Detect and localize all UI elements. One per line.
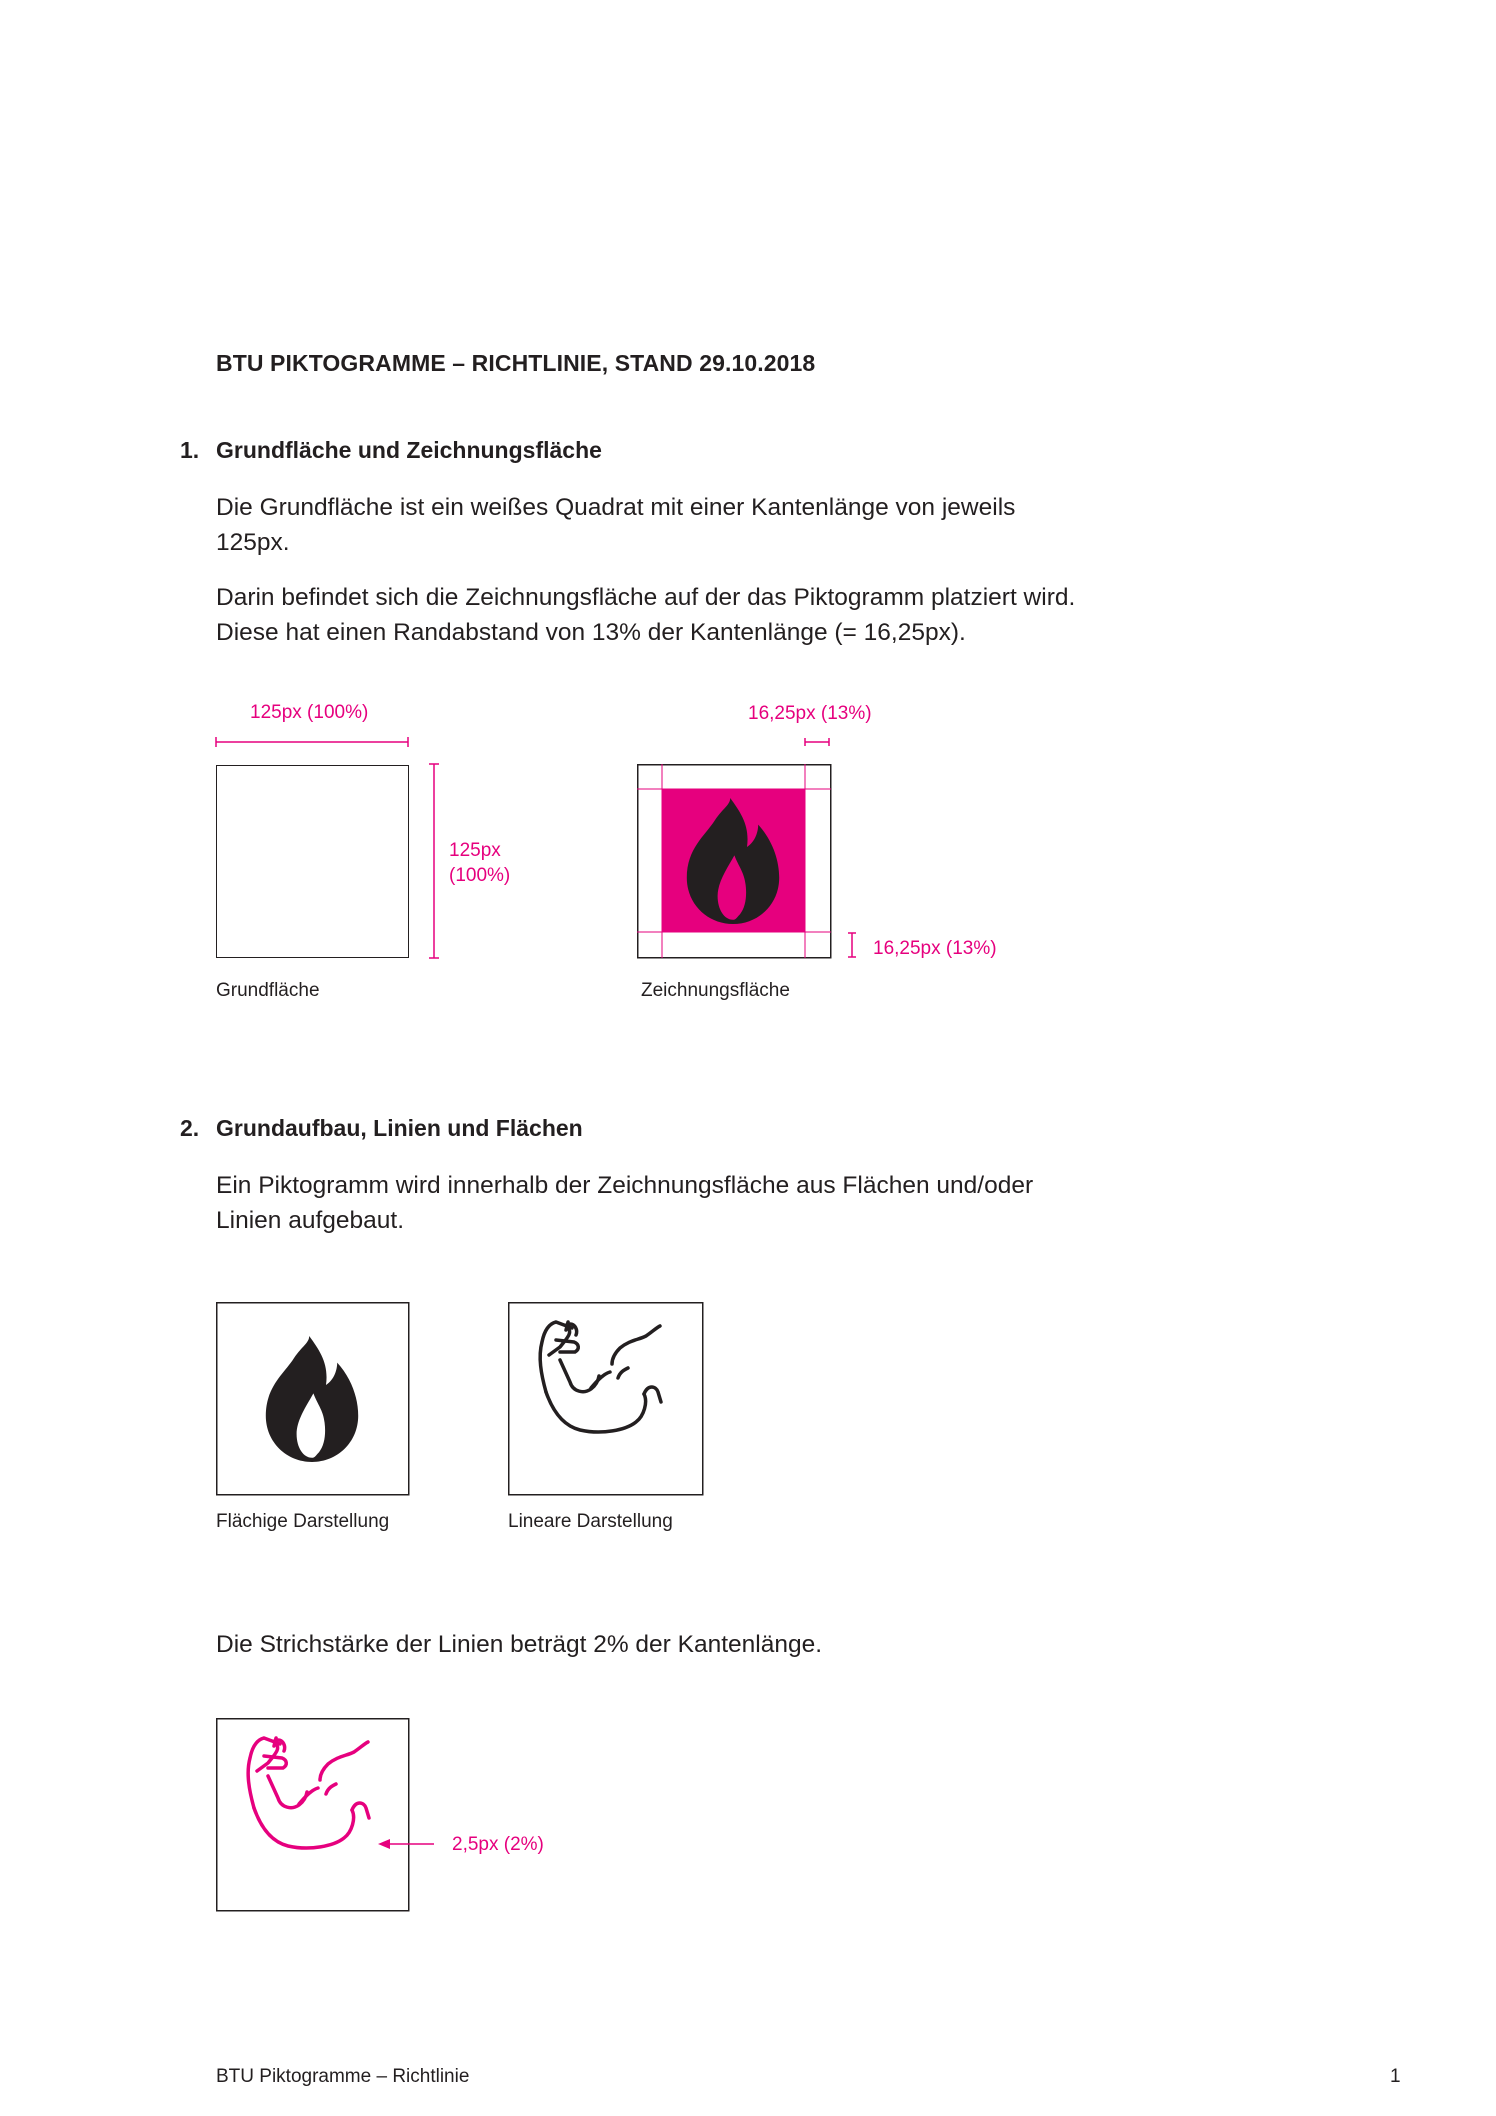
section-number: 2. xyxy=(180,1115,200,1141)
section-1-paragraph-1 xyxy=(216,490,1116,560)
dimension-label-margin-top: 16,25px (13%) xyxy=(748,703,872,724)
section-number: 1. xyxy=(180,437,200,463)
section-2-heading xyxy=(180,1115,583,1142)
dimension-label-width: 125px (100%) xyxy=(250,702,369,723)
caption-linear: Lineare Darstellung xyxy=(508,1511,673,1532)
section-1-heading xyxy=(180,437,602,464)
text-line: Darin befindet sich die Zeichnungsfläche auf der das Piktogramm platziert wird. xyxy=(216,584,1076,611)
dimension-line-width xyxy=(214,735,414,749)
stroke-width-example xyxy=(216,1718,412,1914)
base-square xyxy=(216,765,409,958)
footer-text: BTU Piktogramme – Richtlinie xyxy=(216,2066,470,2087)
section-2-paragraph-1 xyxy=(216,1168,1116,1238)
dimension-label-margin-side: 16,25px (13%) xyxy=(873,938,997,959)
dimension-line-margin-side xyxy=(845,932,859,960)
text-line: 125px. xyxy=(216,529,290,556)
stroke-width-paragraph: Die Strichstärke der Linien beträgt 2% der Kantenlänge. xyxy=(216,1631,823,1658)
dimension-line-margin-top xyxy=(804,735,834,749)
text-line: Linien aufgebaut. xyxy=(216,1207,404,1234)
section-title: Grundfläche und Zeichnungsfläche xyxy=(216,437,602,463)
section-1-paragraph-2 xyxy=(216,580,1116,650)
text-line: Diese hat einen Randabstand von 13% der Kantenlänge (= 16,25px). xyxy=(216,619,966,646)
dimension-label-height xyxy=(449,838,510,888)
linear-pictogram xyxy=(508,1302,704,1496)
text-line: Ein Piktogramm wird innerhalb der Zeichnungsfläche aus Flächen und/oder xyxy=(216,1172,1034,1199)
stroke-width-label: 2,5px (2%) xyxy=(452,1834,544,1855)
flat-pictogram xyxy=(216,1302,410,1496)
document-title: BTU PIKTOGRAMME – RICHTLINIE, STAND 29.10.2018 xyxy=(216,350,816,376)
caption-flat: Flächige Darstellung xyxy=(216,1511,390,1532)
page-number: 1 xyxy=(1390,2066,1401,2087)
caption-drawing-area: Zeichnungsfläche xyxy=(641,980,790,1001)
text-line: (100%) xyxy=(449,865,511,886)
caption-base-area: Grundfläche xyxy=(216,980,320,1001)
section-title: Grundaufbau, Linien und Flächen xyxy=(216,1115,583,1141)
drawing-area-diagram xyxy=(637,764,833,960)
stroke-width-arrow xyxy=(378,1836,438,1852)
text-line: Die Grundfläche ist ein weißes Quadrat mit einer Kantenlänge von jeweils xyxy=(216,494,1016,521)
text-line: 125px xyxy=(449,840,501,861)
dimension-line-height xyxy=(427,762,441,962)
